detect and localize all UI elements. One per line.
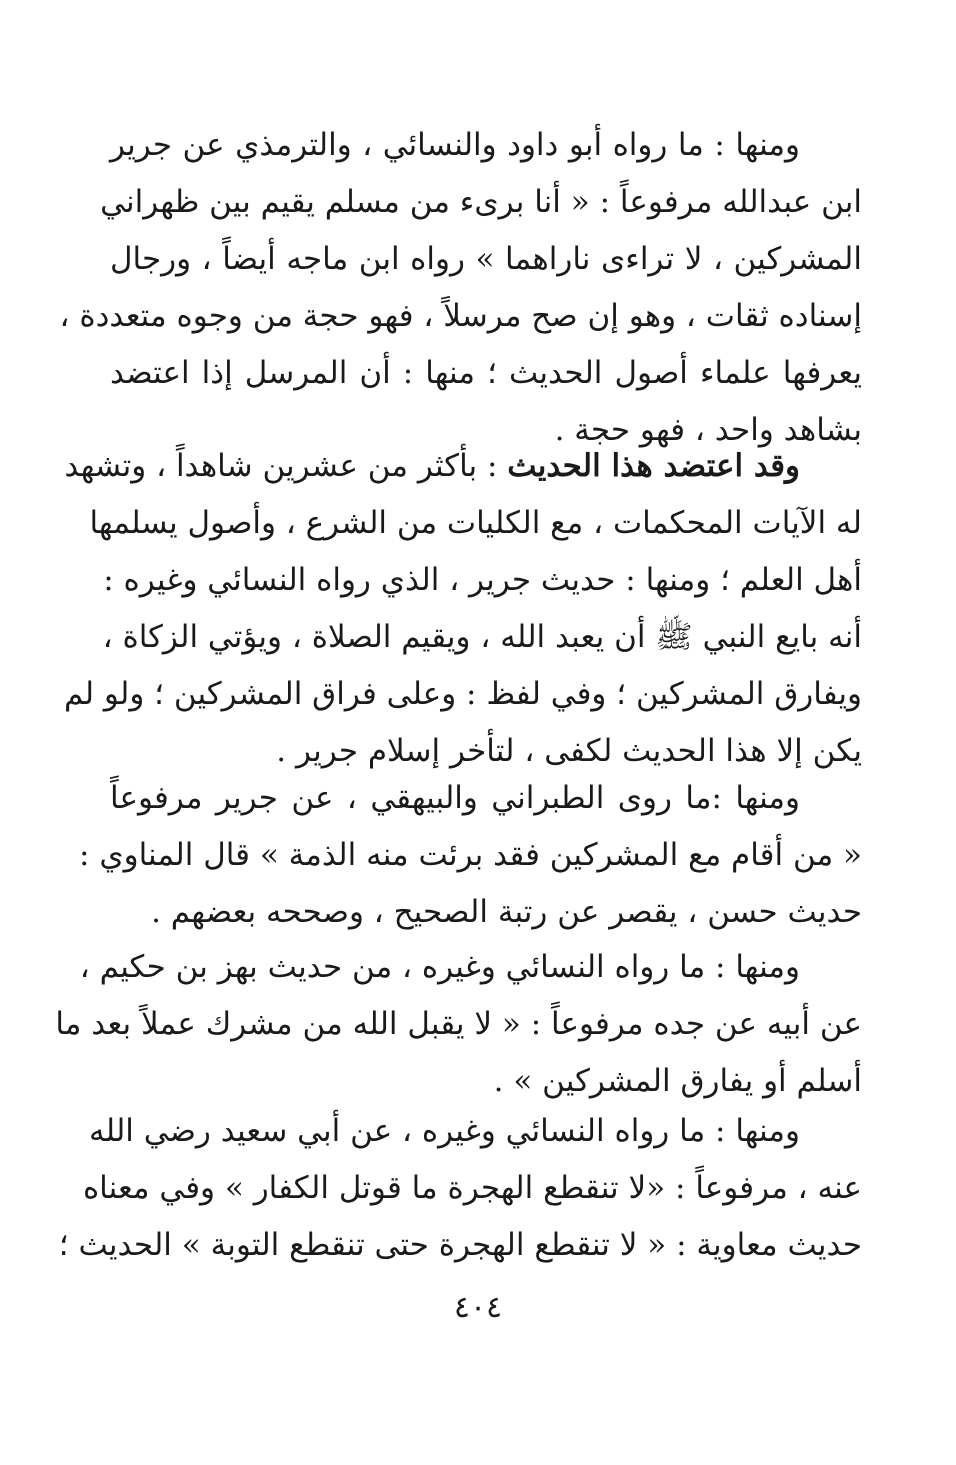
text-line: أسلم أو يفارق المشركين » . [493,1063,862,1099]
text-line: عنه ، مرفوعاً : «لا تنقطع الهجرة ما قوتل الكفار » وفي معناه [82,1170,862,1206]
text-line: ومنها : ما رواه أبو داود والنسائي ، والترمذي عن جرير [110,127,800,163]
text-line: بشاهد واحد ، فهو حجة . [554,412,862,448]
text-line: المشركين ، لا تراءى ناراهما » رواه ابن ماجه أيضاً ، ورجال [110,241,862,277]
text-line: ومنها : ما رواه النسائي وغيره ، عن أبي سعيد رضي الله [88,1113,800,1149]
text-line [64,438,862,495]
text-line: أنه بايع النبي ﷺ أن يعبد الله ، ويقيم الصلاة ، ويؤتي الزكاة ، [102,619,862,655]
text-line: حديث معاوية : « لا تنقطع الهجرة حتى تنقطع التوبة » الحديث ؛ [58,1227,862,1263]
text-line: ومنها :ما روى الطبراني والبيهقي ، عن جرير مرفوعاً [110,780,800,816]
text-line: ابن عبدالله مرفوعاً : « أنا برىء من مسلم يقيم بين ظهراني [100,184,862,220]
paragraph-2 [63,438,862,780]
text-line: له الآيات المحكمات ، مع الكليات من الشرع ، وأصول يسلمها [89,505,862,541]
page-number: ٤٠٤ [453,1290,503,1325]
paragraph-4 [55,939,862,1110]
text-line: أهل العلم ؛ ومنها : حديث جرير ، الذي رواه النسائي وغيره : [103,562,862,598]
bold-lead-phrase: وقد اعتضد هذا الحديث [507,448,800,484]
text-line: إسناده ثقات ، وهو إن صح مرسلاً ، فهو حجة من وجوه متعددة ، [59,298,862,334]
text-line: يعرفها علماء أصول الحديث ؛ منها : أن المرسل إذا اعتضد [110,355,862,391]
text-line: ويفارق المشركين ؛ وفي لفظ : وعلى فراق المشركين ؛ ولو لم [63,676,862,712]
text-line: « من أقام مع المشركين فقد برئت منه الذمة » قال المناوي : [79,837,862,873]
text-run: : بأكثر من عشرين شاهداً ، وتشهد [64,448,508,484]
text-line: حديث حسن ، يقصر عن رتبة الصحيح ، وصححه بعضهم . [151,894,862,930]
paragraph-3 [79,770,862,941]
text-line: عن أبيه عن جده مرفوعاً : « لا يقبل الله من مشرك عملاً بعد ما [55,1006,862,1042]
paragraph-5 [58,1103,862,1274]
text-line: يكن إلا هذا الحديث لكفى ، لتأخر إسلام جرير . [276,733,862,769]
text-line: ومنها : ما رواه النسائي وغيره ، من حديث بهز بن حكيم ، [79,949,800,985]
paragraph-1 [59,117,862,459]
